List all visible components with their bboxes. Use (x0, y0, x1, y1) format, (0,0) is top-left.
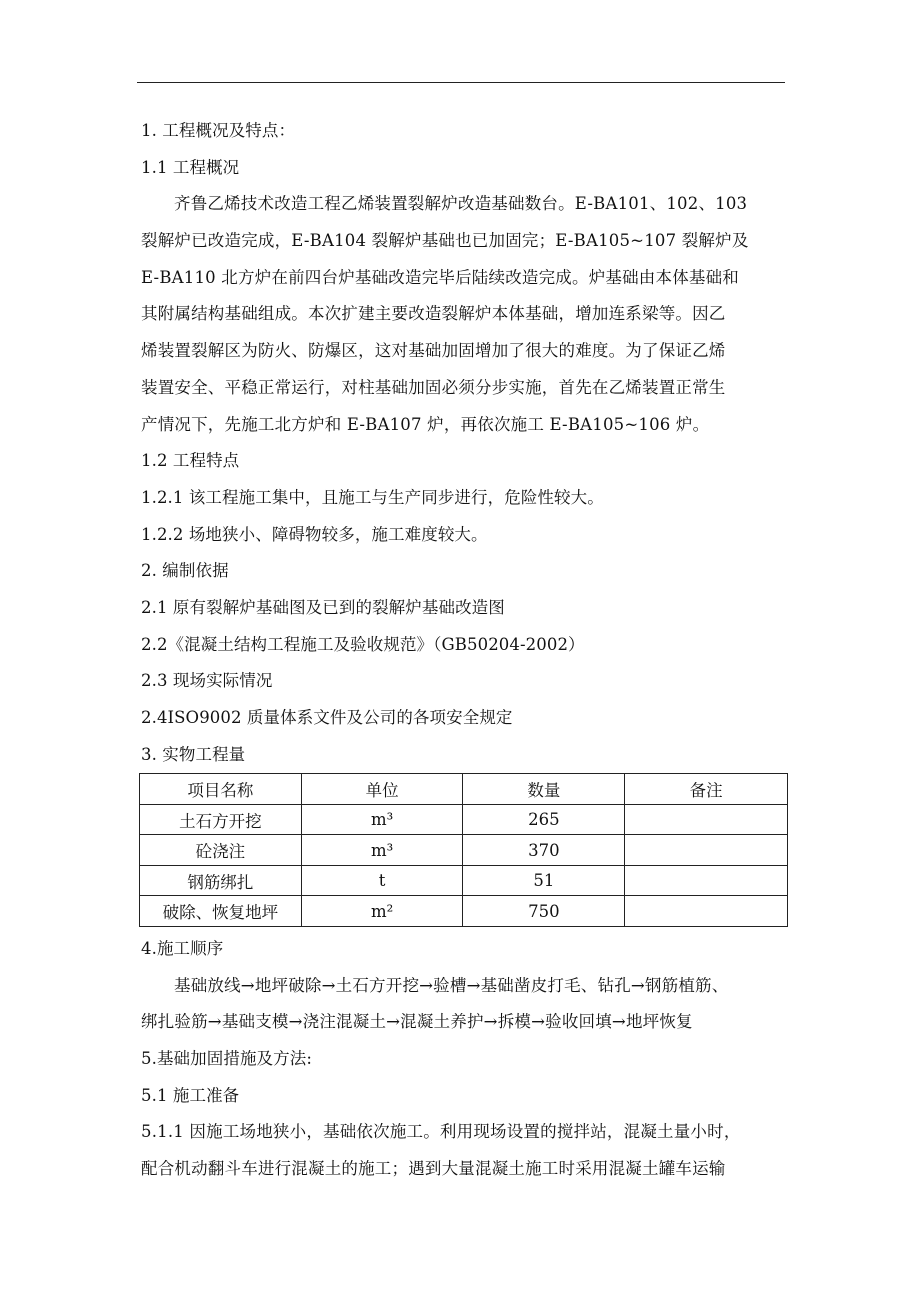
section-heading-3: 3. 实物工程量 (141, 744, 246, 764)
table-row (140, 804, 788, 835)
section-heading-5-1: 5.1 施工准备 (141, 1085, 240, 1105)
text-line: 基础放线→地坪破除→土石方开挖→验槽→基础凿皮打毛、钻孔→钢筋植筋、 (174, 975, 729, 995)
item-1-2-2: 1.2.2 场地狭小、障碍物较多，施工难度较大。 (141, 524, 488, 544)
table-header-cell: 备注 (625, 774, 788, 805)
section-heading-1-1: 1.1 工程概况 (141, 157, 240, 177)
text-line: 烯装置裂解区为防火、防爆区，这对基础加固增加了很大的难度。为了保证乙烯 (141, 341, 726, 361)
table-header-cell: 单位 (301, 774, 463, 805)
section-heading-1-2: 1.2 工程特点 (141, 451, 240, 471)
text-line: 裂解炉已改造完成，E-BA104 裂解炉基础也已加固完；E-BA105~107 裂解炉及 (141, 231, 749, 251)
section-heading-4: 4.施工顺序 (141, 938, 224, 958)
table-cell: 750 (463, 896, 625, 927)
item-2-4: 2.4ISO9002 质量体系文件及公司的各项安全规定 (141, 708, 513, 728)
document-body (141, 113, 793, 1188)
table-cell: t (301, 865, 463, 896)
table-cell: m² (301, 896, 463, 927)
item-1-2-1: 1.2.1 该工程施工集中，且施工与生产同步进行，危险性较大。 (141, 487, 604, 507)
text-line: 绑扎验筋→基础支模→浇注混凝土→混凝土养护→拆模→验收回填→地坪恢复 (141, 1012, 693, 1032)
item-2-1: 2.1 原有裂解炉基础图及已到的裂解炉基础改造图 (141, 598, 505, 618)
text-line: E-BA110 北方炉在前四台炉基础改造完毕后陆续改造完成。炉基础由本体基础和 (141, 267, 740, 287)
table-cell: 钢筋绑扎 (140, 865, 302, 896)
table-row (140, 835, 788, 866)
quantities-table-wrapper (141, 773, 793, 927)
table-cell (625, 865, 788, 896)
table-cell: 265 (463, 804, 625, 835)
table-cell: m³ (301, 804, 463, 835)
section-heading-1: 1. 工程概况及特点： (141, 121, 296, 140)
paragraph-sequence (141, 968, 793, 1041)
text-line: 装置安全、平稳正常运行，对柱基础加固必须分步实施，首先在乙烯装置正常生 (141, 377, 726, 397)
item-2-2: 2.2《混凝土结构工程施工及验收规范》（GB50204-2002） (141, 634, 585, 654)
table-cell: 砼浇注 (140, 835, 302, 866)
table-cell: 土石方开挖 (140, 804, 302, 835)
table-row (140, 896, 788, 927)
item-2-3: 2.3 现场实际情况 (141, 671, 273, 691)
text-line: 其附属结构基础组成。本次扩建主要改造裂解炉本体基础，增加连系梁等。因乙 (141, 304, 726, 324)
table-cell: 51 (463, 865, 625, 896)
section-heading-5: 5.基础加固措施及方法: (141, 1049, 313, 1069)
table-header-cell: 数量 (463, 774, 625, 805)
table-header-cell: 项目名称 (140, 774, 302, 805)
table-cell (625, 835, 788, 866)
paragraph-overview (141, 186, 793, 443)
table-header-row (140, 774, 788, 805)
text-line: 齐鲁乙烯技术改造工程乙烯装置裂解炉改造基础数台。E-BA101、102、103 (174, 194, 748, 214)
table-row (140, 865, 788, 896)
table-cell: 370 (463, 835, 625, 866)
table-cell (625, 804, 788, 835)
table-cell: 破除、恢复地坪 (140, 896, 302, 927)
table-cell: m³ (301, 835, 463, 866)
paragraph-5-1-1 (141, 1114, 793, 1187)
table-cell (625, 896, 788, 927)
text-line: 配合机动翻斗车进行混凝土的施工；遇到大量混凝土施工时采用混凝土罐车运输 (141, 1159, 726, 1179)
section-heading-2: 2. 编制依据 (141, 561, 229, 581)
header-rule (137, 82, 785, 83)
text-line: 产情况下，先施工北方炉和 E-BA107 炉，再依次施工 E-BA105~106 炉。 (141, 414, 710, 434)
quantities-table (139, 773, 788, 927)
text-line: 5.1.1 因施工场地狭小，基础依次施工。利用现场设置的搅拌站，混凝土量小时， (141, 1122, 741, 1142)
